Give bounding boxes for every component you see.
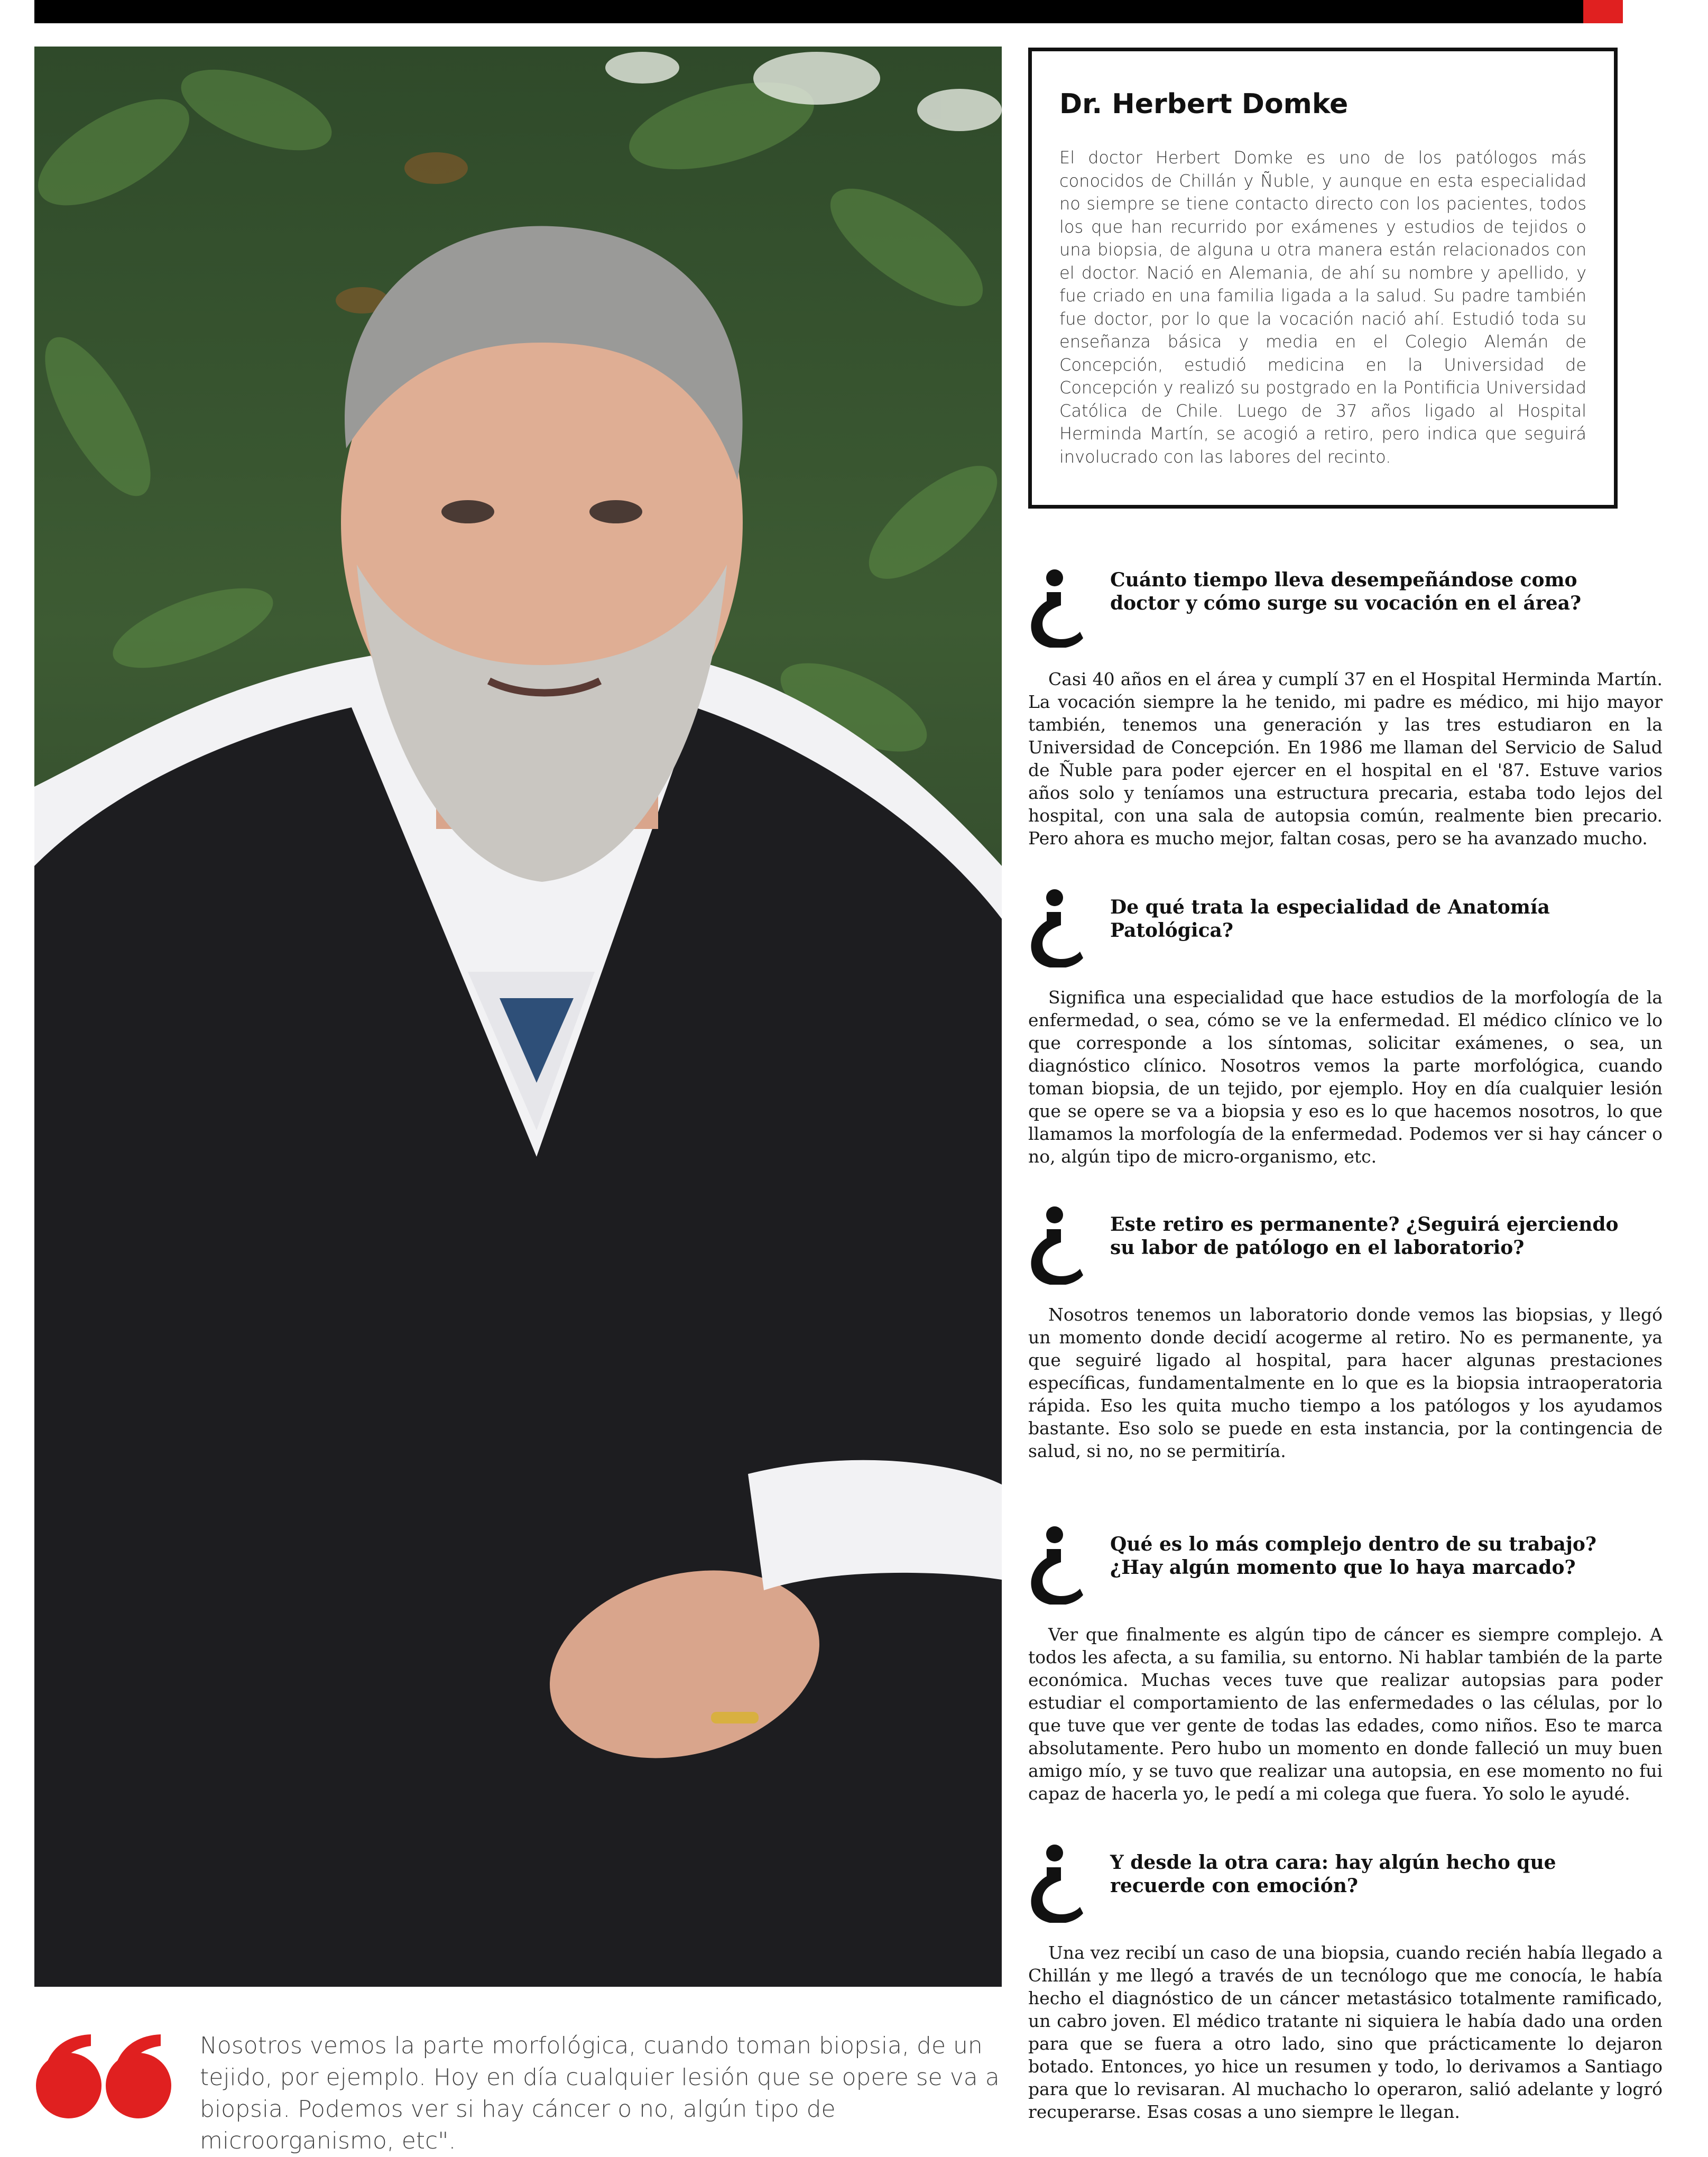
top-bar [34, 0, 1623, 23]
question-text: Este retiro es permanente? ¿Seguirá ejerciendo su labor de patólogo en el laboratorio? [1110, 1213, 1619, 1259]
answer-text: Casi 40 años en el área y cumplí 37 en el Hospital Herminda Martín. La vocación siempre la he tenido, mi padre es médico, mi hijo mayor también, tenemos una generación y las tres estudiaron en la Universidad de Concepción. En 1986 me llaman del Servicio de Salud de Ñuble para poder ejercer en el hospital en el '87. Estuve varios años solo y teníamos una estructura precaria, estaba todo lejos del hospital, con una sala de autopsia común, realmente bien precario. Pero ahora es mucho mejor, faltan cosas, pero se ha avanzado mucho. [1028, 669, 1663, 849]
portrait-photo [34, 47, 1002, 1987]
bio-box [1028, 48, 1618, 509]
question-text: Qué es lo más complejo dentro de su trabajo? ¿Hay algún momento que lo haya marcado? [1110, 1533, 1596, 1579]
pull-quote: Nosotros vemos la parte morfológica, cuando toman biopsia, de un tejido, por ejemplo. Hoy en día cualquier lesión que se opere se va a biopsia. Podemos ver si hay cáncer o no, algún tipo de microorganismo, etc". [200, 2032, 1000, 2154]
top-bar-accent [1583, 0, 1623, 23]
bio-text: El doctor Herbert Domke es uno de los patólogos más conocidos de Chillán y Ñuble, y aunque en esta especialidad no siempre se tiene contacto directo con los pacientes, todos los que han recurrido por exámenes y estudios de tejidos o una biopsia, de alguna u otra manera están relacionados con el doctor. Nació en Alemania, de ahí su nombre y apellido, y fue criado en una familia ligada a la salud. Su padre también fue doctor, por lo que la vocación nació ahí. Estudió toda su enseñanza básica y media en el Colegio Alemán de Concepción, estudió medicina en la Universidad de Concepción y realizó su postgrado en la Pontificia Universidad Católica de Chile. Luego de 37 años ligado al Hospital Herminda Martín, se acogió a retiro, pero indica que seguirá involucrado con las labores del recinto. [1059, 148, 1586, 467]
answer-text: Significa una especialidad que hace estudios de la morfología de la enfermedad, o sea, cómo se ve la enfermedad. El médico clínico ve lo que corresponde a los síntomas, solicitar exámenes, o sea, un diagnóstico clínico. Nosotros vemos la parte morfológica, cuando toman biopsia, de un tejido, por ejemplo. Hoy en día cualquier lesión que se opere se va a biopsia y eso es lo que hacemos nosotros, lo que llamamos la morfología de la enfermedad. Podemos ver si hay cáncer o no, algún tipo de micro-organismo, etc. [1028, 987, 1663, 1167]
question-mark-icon [1028, 888, 1086, 967]
answer-text: Una vez recibí un caso de una biopsia, cuando recién había llegado a Chillán y me llegó a través de un tecnólogo que me conocía, le había hecho el diagnóstico de un cáncer metastásico totalmente ramificado, un cabro joven. El médico tratante ni siquiera le había dado una orden para que se fuera a otro lado, sino que prácticamente lo dejaron botado. Entonces, yo hice un resumen y todo, lo derivamos a Santiago para que lo revisaran. Al muchacho lo operaron, salió adelante y logró recuperarse. Esas cosas a uno siempre le llegan. [1028, 1942, 1663, 2122]
answer-text: Nosotros tenemos un laboratorio donde vemos las biopsias, y llegó un momento donde decidí acogerme al retiro. No es permanente, ya que seguiré ligado al hospital, para hacer algunas prestaciones específicas, fundamentalmente en lo que es la biopsia intraoperatoria rápida. Eso les quita mucho tiempo a los patólogos y los ayudamos bastante. Eso solo se puede en esta instancia, por la contingencia de salud, si no, no se permitiría. [1028, 1304, 1663, 1461]
question-mark-icon [1028, 1205, 1086, 1285]
question-text: Cuánto tiempo lleva desempeñándose como doctor y cómo surge su vocación en el área? [1110, 569, 1582, 614]
answer-text: Ver que finalmente es algún tipo de cáncer es siempre complejo. A todos les afecta, a su familia, su entorno. Ni hablar también de la parte económica. Muchas veces tuve que realizar autopsias para poder estudiar el comportamiento de las enfermedades o las células, por lo que tuve que ver gente de todas las edades, como niños. Eso te marca absolutamente. Pero hubo un momento en donde falleció un muy buen amigo mío, y se tuvo que realizar una autopsia, en ese momento no fui capaz de hacerla yo, le pedí a mi colega que fuera. Yo solo le ayudé. [1028, 1624, 1663, 1804]
quote-marks-icon [33, 2030, 176, 2120]
question-mark-icon [1028, 568, 1086, 648]
question-mark-icon [1028, 1525, 1086, 1605]
question-mark-icon [1028, 1843, 1086, 1923]
bio-title: Dr. Herbert Domke [1059, 88, 1349, 120]
question-text: De qué trata la especialidad de Anatomía Patológica? [1110, 896, 1550, 942]
question-text: Y desde la otra cara: hay algún hecho que recuerde con emoción? [1110, 1851, 1556, 1897]
portrait-illustration [34, 47, 1002, 1987]
